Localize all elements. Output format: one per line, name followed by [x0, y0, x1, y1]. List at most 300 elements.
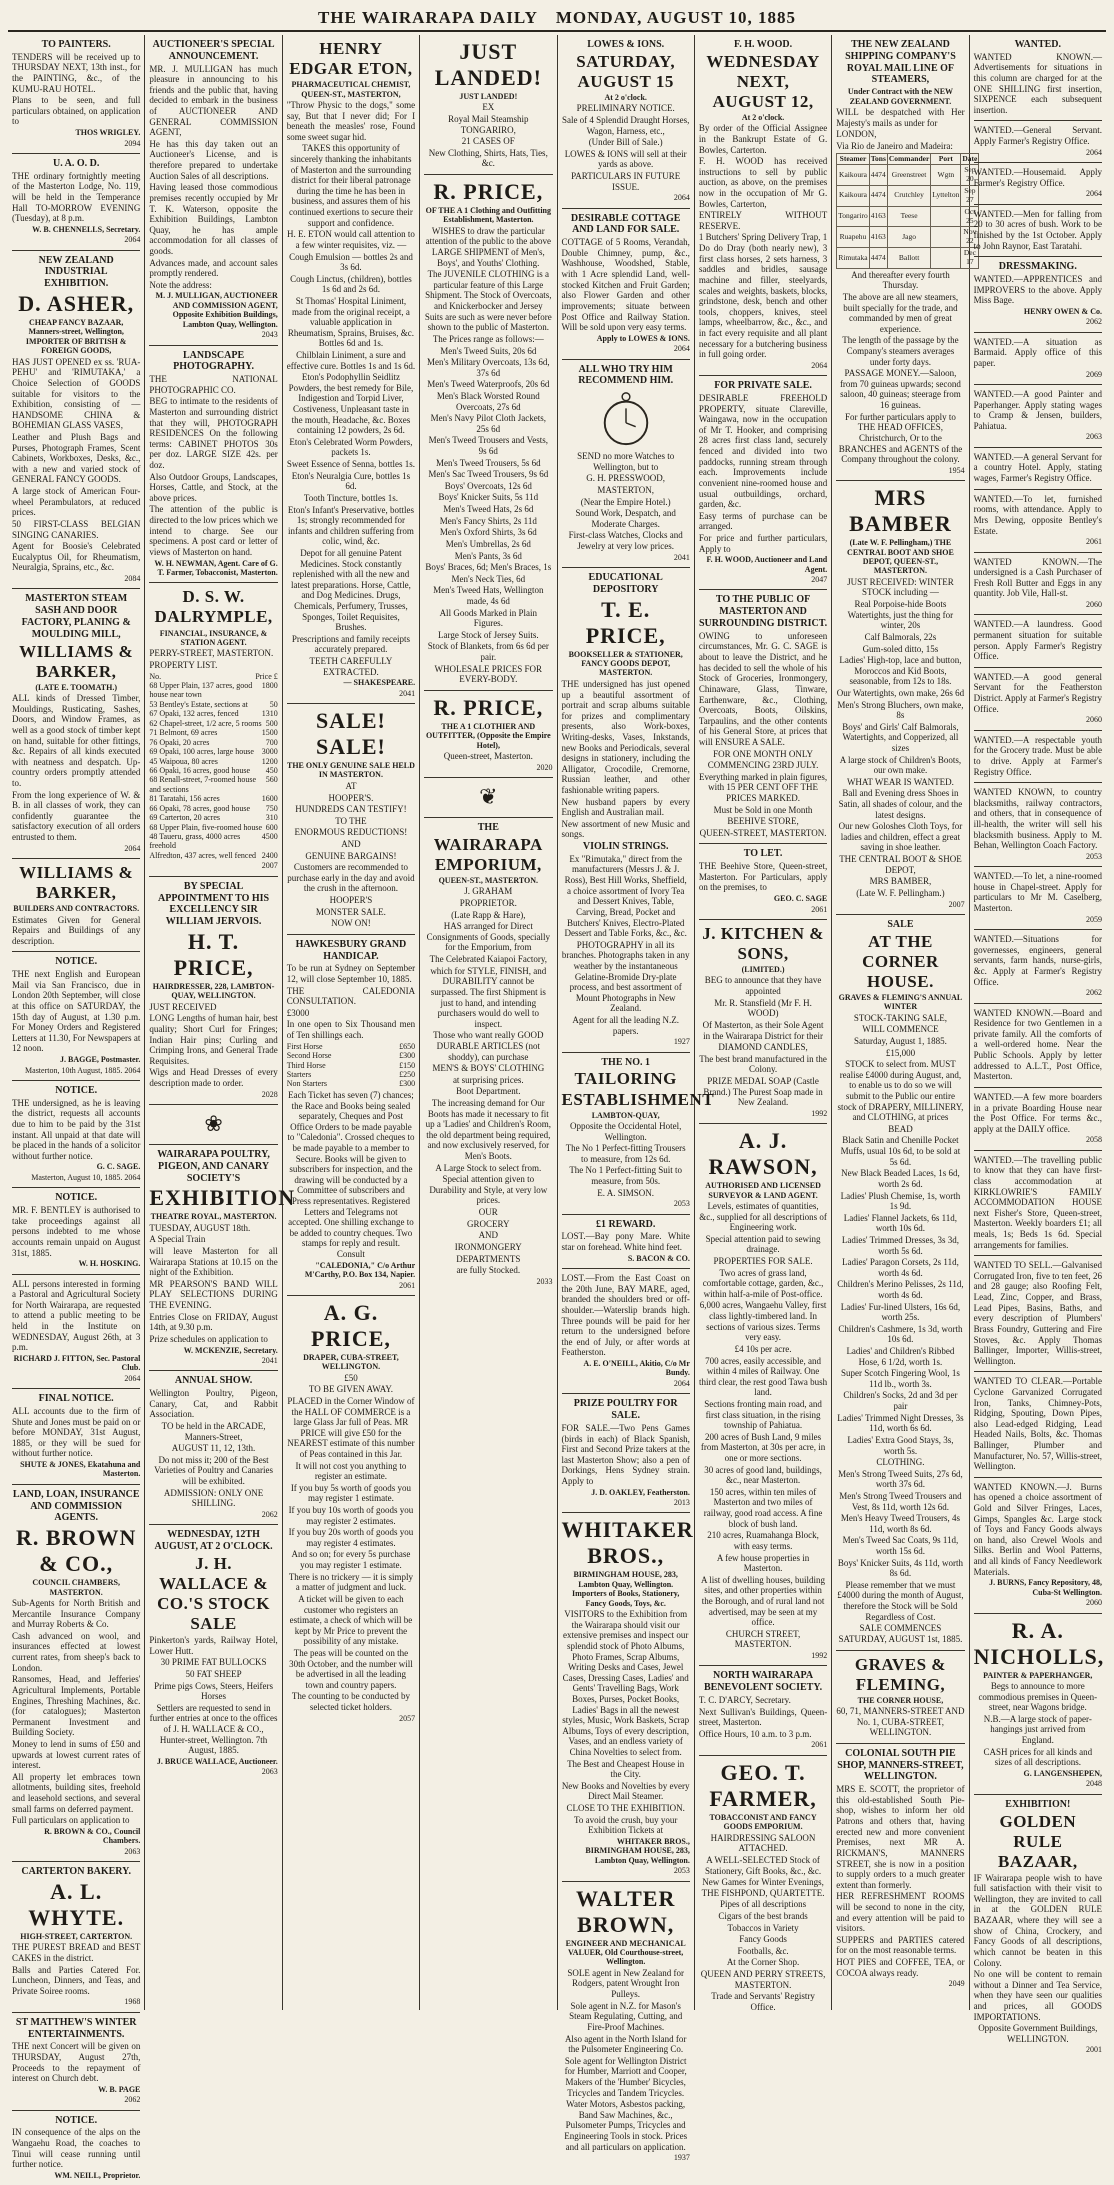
ad-heading: ALL WHO TRY HIM RECOMMEND HIM. — [578, 363, 674, 387]
property-desc: 69 Carterton, 20 acres — [149, 813, 221, 823]
advertisement — [12, 1485, 140, 1862]
property-desc: 62 Chapel-street, 1/2 acre, 5 rooms — [149, 718, 262, 728]
ad-body-text: WILL be despatched with Her Majesty's mails as under for — [836, 107, 965, 128]
ad-reference-number: 2064 — [673, 344, 690, 354]
property-row — [149, 766, 277, 775]
ad-line: (Under Bill of Sale.) — [588, 137, 663, 148]
advertisement — [974, 930, 1102, 1003]
advertisement — [424, 691, 552, 778]
ad-line: HOOPER'S. — [328, 792, 374, 803]
ad-line: ENORMOUS REDUCTIONS! — [294, 827, 408, 838]
ad-line: Opposite the Occidental Hotel, Wellington. — [569, 1120, 682, 1142]
ad-line: MEN'S & BOYS' CLOTHING — [432, 1063, 545, 1074]
ad-heading: LANDSCAPE PHOTOGRAPHY. — [173, 349, 254, 373]
advertisement — [562, 1269, 690, 1394]
ad-line: AUGUST 11, 12, 13th. — [171, 1443, 256, 1454]
ad-reference-number: 2061 — [811, 904, 828, 914]
ad-line: DEPARTMENTS — [456, 1253, 521, 1264]
advertisement — [12, 1275, 140, 1390]
ad-heading: DRESSMAKING. — [998, 261, 1077, 273]
ad-line: The JUVENILE CLOTHING is a particular feature of this Large Shipment. The Stock of Overcoats, and Knickerbocker and Jersey Suits are such as were never before shown to the public of Masterton. — [424, 269, 552, 333]
ad-signature: F. H. WOOD, Auctioneer and Land Agent. — [706, 555, 828, 574]
ad-heading: HAWKESBURY GRAND HANDICAP. — [295, 938, 407, 962]
ad-line: CASH prices for all kinds and sizes of all descriptions. — [983, 1746, 1093, 1768]
masthead — [8, 6, 1106, 32]
ad-line: COMMENCING 23RD JULY. — [707, 760, 819, 771]
ad-line: Eton's Neuralgia Cure, bottles 1s 6d. — [291, 470, 411, 492]
advertisement — [562, 1215, 690, 1269]
ad-subtitle: DRAPER, CUBA-STREET, WELLINGTON. — [303, 1352, 399, 1372]
table-row — [837, 248, 979, 269]
ad-line: Each Ticket has seven (7) chances; the Race and Books being sealed separately, Cheques and Post Office Orders to be made payable to "Caledonia". Crossed cheques to be made payable to a member to Secure. Books will be given to subscribers for inspection, and the drawing will be conducted by a Committee of subscribers and Press representatives. Registered Letters and Telegrams not accepted. One shilling exchange to be added to country cheques. Two stamps for reply and result. Consult — [287, 1089, 415, 1260]
ad-title: WILLIAMS & BARKER, — [19, 641, 134, 681]
ad-heading: NOTICE. — [55, 1084, 98, 1096]
ad-body-text: The attention of the public is directed to the low prices which we intend to charge. See our specimens. A post card or letter of views of Masterton on hand. — [149, 504, 278, 557]
ad-line: Those who want really GOOD DURABLE ARTICLES (not shoddy), can purchase — [433, 1030, 544, 1062]
ad-reference-number: 2069 — [1086, 369, 1102, 379]
ad-reference-number: 2064 — [673, 1378, 690, 1388]
ad-line: MASTERTON, — [597, 485, 654, 496]
ornament-icon: ❀ — [204, 1111, 223, 1137]
ad-heading: NOTICE. — [55, 1192, 98, 1204]
ad-body-text: THE next English and European Mail via San Francisco, due in London 20th September, will close at this office on SATURDAY, the 15th day of August, at 1.30 p.m. For Money Orders and Registered Letters at 11.30, For Newspapers at 12 noon. — [12, 969, 141, 1054]
ad-body-text: Agent for Boosie's Celebrated Eucalyptus Oil, for Rheumatism, Neuralgia, Sprains, etc., &c. — [12, 541, 141, 573]
ad-signature: SHUTE & JONES, Ekatahuna and Masterton. — [20, 1460, 141, 1479]
ad-subtitle: THEATRE ROYAL, MASTERTON. — [150, 1212, 277, 1222]
ad-heading: LOWES & IONS. — [587, 39, 665, 50]
ad-reference-number: 2064 — [1086, 189, 1102, 199]
ad-body-text: For price and further particulars, Apply to — [698, 532, 828, 554]
table-cell: 4163 — [869, 227, 887, 248]
ad-line: Tooth Tincture, bottles 1s. — [303, 492, 398, 503]
ad-body-text: WANTED KNOWN.—The undersigned is a Cash Purchaser of Fresh Roll Butter and Eggs in any quantity. Job Vile, Hall-st. — [973, 556, 1102, 599]
ad-line: New Games for Winter Evenings, THE FISHPOND, QUARTETTE. — [701, 1877, 825, 1898]
advertisement — [699, 1124, 827, 1666]
ad-line: All Goods Marked in Plain Figures. — [439, 607, 538, 629]
ad-line: Men's Strong Bluchers, own make, 8s — [837, 699, 964, 721]
ad-line: at surprising prices. — [452, 1074, 524, 1085]
advertisement — [12, 35, 140, 154]
property-desc: 68 Renall-street, 7-roomed house and sections — [149, 775, 257, 794]
ad-subtitle: FINANCIAL, INSURANCE, & STATION AGENT. — [159, 628, 268, 647]
property-price: Price £ — [255, 671, 278, 681]
ad-line: There is no trickery — it is simply a matter of judgment and luck. — [288, 1571, 414, 1593]
ad-line: The length of the passage by the Company's steamers averages under forty days. — [842, 335, 959, 367]
ad-reference-number: 2064 — [673, 193, 690, 203]
ad-body-text: He has this day taken out an Auctioneer's License, and is therefore prepared to undertake Auction Sales of all descriptions. — [149, 138, 278, 181]
ad-body-text: No one will be content to remain without a Dinner and Tea Service, when they have seen our qualities and prices, all GOODS IMPORTATIONS. — [973, 1969, 1102, 2022]
ad-reference-number: Masterton, 10th August, 1885. 2064 — [25, 1065, 141, 1075]
ad-reference-number: 2059 — [1086, 914, 1102, 924]
ad-line: First-class Watches, Clocks and Jewelry at very low prices. — [568, 530, 683, 552]
property-desc: 76 Opaki, 20 acres — [149, 737, 210, 747]
ad-reference-number: 1937 — [673, 2153, 690, 2163]
ad-body-text: SUPPERS and PARTIES catered for on the most reasonable terms. — [836, 1934, 965, 1956]
ad-line: Ladies' High-top, lace and button, Moroccos and Kid Boots, seasonable, from 12s to 18s. — [839, 655, 962, 687]
ad-line: Footballs, &c. — [737, 1945, 789, 1956]
prize-row — [287, 1061, 415, 1070]
advertisement — [974, 1088, 1102, 1151]
property-price: 3000 — [261, 747, 278, 757]
property-desc: 66 Opaki, 16 acres, good house — [149, 765, 251, 775]
ad-signature: R. BROWN & CO., Council Chambers. — [44, 1826, 141, 1846]
ad-heading: PRIZE POULTRY FOR SALE. — [573, 1398, 678, 1422]
ad-body-text: COTTAGE of 5 Rooms, Verandah, Double Chimney, pump, &c., Washhouse, Woodshed, Stable, with 1 Acre splendid Land, well-stocked Kitchen and Fruit Garden; also Flower Garden and other improvements; situate between Post Office and Railway Station. Will be sold upon very easy terms. — [561, 237, 690, 333]
advertisement — [12, 2013, 140, 2111]
property-price: 2400 — [261, 850, 278, 860]
ad-heading: SALE — [887, 918, 914, 930]
ad-body-text: WANTED.—Housemaid. Apply Farmer's Registry Office. — [973, 167, 1102, 188]
ad-line: £4 10s per acre. — [734, 1343, 792, 1354]
column-3 — [283, 35, 420, 2010]
ad-title: J. H. WALLACE & CO.'S STOCK SALE — [157, 1553, 270, 1634]
ad-body-text: THE undersigned has just opened up a beautiful assortment of portrait and scrap albums suitable for prizes and complimentary presents, also Work-boxes, Writing-desks, Vases, Inkstands, new Books and Periodicals, several designs in stationery, including the Alligator, Crocodile, Cremorne, Russian leather, and other fashionable writing papers. — [561, 678, 690, 796]
ad-body-text: By order of the Official Assignee in the Bankrupt Estate of G. Bowles, Carterton. — [698, 123, 828, 155]
ad-line: Trade and Servants' Registry Office. — [711, 1991, 815, 2012]
ad-line: Boys' Overcoats, 12s 6d — [444, 480, 532, 491]
ad-subtitle: GRAVES & FLEMING'S ANNUAL WINTER — [838, 992, 963, 1012]
ad-body-text: Wigs and Head Dresses of every description made to order. — [149, 1067, 278, 1089]
ad-line: TAKES this opportunity of sincerely thanking the inhabitants of Masterton and the surrounding district for their liberal patronage during the time he has been in business, and assures them of his continued exertions to secure their support and confidence. — [288, 143, 413, 228]
advertisement — [836, 35, 978, 481]
advertisement — [149, 1371, 277, 1525]
ad-line: New Clothing, Shirts, Hats, Ties, &c. — [428, 147, 548, 169]
ad-reference-number: 2064 — [124, 1373, 141, 1383]
property-row — [149, 823, 277, 832]
ad-title: TAILORING ESTABLISHMENT — [561, 1069, 715, 1109]
property-price: 4500 — [261, 832, 278, 842]
ad-body-text: Wellington Poultry, Pigeon, Canary, Cat, and Rabbit Association. — [149, 1388, 278, 1420]
property-desc: 69 Opaki, 100 acres, large house — [149, 747, 254, 757]
ad-reference-number: 2061 — [811, 1740, 828, 1750]
ad-line: Men's Tweed Trousers and Vests, 9s 6d — [428, 435, 549, 457]
ad-reference-number: 2062 — [1086, 317, 1102, 327]
ad-line: TO be held in the ARCADE, Manners-Street, — [161, 1421, 266, 1442]
ad-body-text: Plans to be seen, and full particulars obtained, on application to — [12, 95, 141, 127]
ad-heading: BY SPECIAL APPOINTMENT TO HIS EXCELLENCY SIR WILLIAM JERVOIS. — [157, 880, 270, 928]
ad-line: 210 acres, Ruamahanga Block, with easy terms. — [707, 1530, 819, 1551]
ad-line: AND — [478, 1230, 499, 1241]
pocket-watch-icon — [597, 390, 655, 448]
ad-reference-number: 2048 — [1086, 1779, 1102, 1789]
ad-body-text: Having leased those commodious premises recently occupied by Mr T. K. Waterson, opposite the Exhibition Buildings, Lambton Quay, he has ample accommodation for all classes of goods. — [149, 182, 278, 256]
advertisement — [12, 154, 140, 251]
property-price: 600 — [265, 822, 278, 832]
ad-line: Our new Goloshes Cloth Toys, for ladies and children, effect a great saving in shoe leather. — [838, 821, 963, 853]
ad-body-text: MR. F. BENTLEY is authorised to take proceedings against all persons indebted to me whose accounts remain unpaid on August 31st, 1885. — [12, 1205, 141, 1258]
advertisement — [699, 590, 827, 844]
advertisement — [836, 481, 964, 915]
ad-title: SATURDAY, AUGUST 15 — [576, 51, 676, 91]
ad-line: Men's Strong Tweed Suits, 27s 6d, worth 37s 6d. — [838, 1468, 963, 1490]
masthead-date: MONDAY, AUGUST 10, 1885 — [555, 7, 796, 27]
ad-body-text: JUST RECEIVED — [149, 1001, 217, 1012]
ad-line: If you buy 5s worth of goods you may register 1 estimate. — [290, 1482, 412, 1504]
ad-body-text: OWING to unforeseen circumstances, Mr. G. C. SAGE is about to leave the District, and he has decided to sell the whole of his Stock of Groceries, Ironmongery, Chinaware, Glass, Tinware, Earthenware, &c., Clothing, Overcoats, Boots, Oilskins, Tarpaulins, and the other contents of his General Store, at prices that will ENSURE A SALE. — [698, 630, 828, 747]
advertisement — [974, 205, 1102, 257]
ad-line: A ticket will be given to each customer who registers an estimate, a check of which will be kept by Mr Price to prevent the possibility of any mistake. — [289, 1593, 413, 1647]
ad-line: For further particulars apply to THE HEAD OFFICES, Christchurch, Or to the BRANCHES and AGENTS of the Company throughout the colony. — [838, 411, 963, 465]
ad-subtitle: ENGINEER AND MECHANICAL VALUER, Old Courthouse-street, Wellington. — [565, 1938, 686, 1967]
ad-body-text: F. H. WOOD has received instructions to sell by public auction, as above, on the premises now in the occupation of Mr G. Bowles, Carterton, — [698, 156, 828, 209]
prize-amount: £250 — [399, 1070, 416, 1080]
ad-title: WAIRARAPA EMPORIUM, — [433, 834, 543, 874]
advertisement — [974, 1256, 1102, 1372]
ad-line: Boys' Knicker Suits, 4s 11d, worth 8s 6d. — [837, 1557, 963, 1579]
ad-line: Real Porpoise-hide Boots Watertights, just the thing for winter, 20s — [847, 599, 954, 631]
property-row — [149, 804, 277, 813]
ad-line: Levels, estimates of quantities, &c., supplied for all descriptions of Engineering work. — [699, 1201, 827, 1233]
ad-line: Must be Sold in one Month — [713, 804, 813, 815]
property-desc: 68 Upper Plain, five-roomed house — [149, 822, 263, 832]
ad-signature: J. BAGGE, Postmaster. — [60, 1055, 141, 1065]
ad-reference-number: 2060 — [1086, 599, 1102, 609]
ad-line: Begs to announce to more commodious premises in Queen-street, near Wagons bridge. — [978, 1680, 1098, 1713]
ad-reference-number: 2007 — [261, 861, 278, 871]
ad-line: Boys' and Girls' Calf Balmorals, Watertights, and Copperized, all sizes — [842, 721, 959, 753]
advertisement — [974, 553, 1102, 616]
advertisement — [974, 121, 1102, 163]
ad-line: Two acres of grass land, comfortable cottage, garden, &c., within half-a-mile of Post-office. — [702, 1267, 824, 1299]
ad-line: New Black Beaded Laces, 1s 6d, worth 2s 6d. — [841, 1168, 960, 1189]
advertisement — [562, 209, 690, 360]
ad-line: PHOTOGRAPHY in all its branches. Photographs taken in any weather by the instantaneous Gelatine-Bromide Dry-plate process, and best assortment of Mount Photographs in New Zealand. — [561, 939, 690, 1014]
table-row — [837, 165, 979, 186]
table-cell: Date — [961, 153, 979, 165]
advertisement — [974, 731, 1102, 783]
ad-line: 21 CASES OF — [461, 136, 515, 147]
ad-line: GROCERY — [467, 1218, 510, 1229]
advertisement — [699, 35, 827, 376]
ad-line: Please remember that we must £4000 during the month of August, therefore the Stock will be Sold Regardless of Cost. — [837, 1579, 964, 1622]
ad-line: Cough Linctus, (children), bottles 1s 6d and 2s 6d. — [290, 273, 412, 295]
ad-line: Fancy Goods — [739, 1934, 787, 1945]
ad-line: Stock of Blankets, from 6s 6d per pair. — [427, 641, 549, 662]
ad-line: VISITORS to the Exhibition from the Wairarapa should visit our extensive premises and inspect our splendid stock of Photo Albums, Photo Frames, Scrap Albums, Writing Desks and Cases, Jewel Cases, Dressing Cases, Ladies' and Gents' Travelling Bags, Work Boxes, Purses, Pocket Books, Ladies' Bags in all the newest styles, Music, Work Baskets, Scrap Albums, Toys of every description, Vases, and an endless variety of China Novelties to select from. — [562, 1609, 690, 1758]
ad-body-text: ALL accounts due to the firm of Shute and Jones must be paid on or before MONDAY, 31st August, 1885, or they will be sued for without further notice. — [12, 1405, 141, 1459]
prize-row — [287, 1051, 415, 1060]
advertisement — [424, 818, 552, 1291]
ad-signature: Apply to LOWES & IONS. — [596, 333, 690, 343]
advertisement — [149, 1525, 277, 1781]
ad-line: Customers are recommended to purchase early in the day and avoid the crush in the afternoon. — [287, 862, 415, 894]
ad-line: WISHES to draw the particular attention of the public to the above LARGE SHIPMENT of Men's, Boys', and Youths' Clothing. — [425, 225, 552, 268]
ad-line: 150 acres, within ten miles of Masterton and two miles of railway, good road access. A fine block of bush land. — [703, 1486, 823, 1529]
property-price: 1310 — [261, 709, 278, 719]
advertisement — [974, 1372, 1102, 1477]
ad-line: A few house properties in Masterton. — [716, 1552, 810, 1574]
advertisement — [12, 1862, 140, 2013]
ad-subtitle: COUNCIL CHAMBERS, MASTERTON. — [32, 1578, 120, 1597]
ad-subtitle: THE ONLY GENUINE SALE HELD IN MASTERTON. — [286, 761, 415, 780]
ad-line: Men's Strong Tweed Trousers and Vest, 8s 11d, worth 12s 6d. — [839, 1490, 962, 1512]
ad-line: HAS arranged for Direct Consignments of Goods, specially for the Emporium, from — [426, 921, 551, 953]
ad-body-text: New husband papers by every English and Australian mail. — [561, 796, 690, 818]
property-price: 50 — [269, 699, 278, 709]
ad-body-text: ALL kinds of Dressed Timber, Mouldings, Rusticating, Sashes, Doors, and Window Frames, as well as a good stock of timber kept on hand, suitable for other fittings, &c. Repairs of all kinds executed with neatness and despatch. Up-country orders promptly attended to. — [12, 693, 141, 788]
table-cell: Sep 20 — [961, 165, 979, 186]
property-row — [149, 813, 277, 822]
property-price: 310 — [265, 813, 278, 823]
ad-line: 50 FAT SHEEP — [185, 1668, 242, 1679]
ad-line: Super Scotch Fingering Wool, 1s 11d lb., worth 3s. — [841, 1368, 960, 1389]
ad-body-text: WANTED KNOWN, to country blacksmiths, railway contractors, and others, that in consequence of ill-health, the writer will sell his blacksmith business. Apply to M. Behan, Wellington Coach Factory. — [973, 787, 1102, 851]
ad-line: PRIZE MEDAL SOAP (Castle Brand.) The Purest Soap made in New Zealand. — [703, 1075, 823, 1108]
advertisement — [699, 1666, 827, 1755]
ad-line: SALE COMMENCES SATURDAY, AUGUST 1st, 1885. — [838, 1623, 963, 1644]
ad-reference-number: 2041 — [399, 688, 416, 698]
ad-body-text: New assortment of new Music and songs. — [561, 818, 690, 840]
ad-body-text: WANTED.—A general Servant for a country Hotel. Apply, stating wages, Farmer's Registry Office. — [973, 451, 1102, 484]
ad-reference-number: 2053 — [1086, 851, 1102, 861]
ad-body-text: PROPERTY LIST. — [149, 659, 218, 670]
advertisement — [149, 1105, 277, 1145]
advertisement — [562, 1882, 690, 2168]
ad-line: Ladies' Paragon Corsets, 2s 11d, worth 4s 6d. — [842, 1257, 959, 1278]
advertisement — [836, 1651, 964, 1744]
ad-body-text: Balls and Parties Catered For. Luncheon, Dinners, and Teas, and Private Soiree rooms. — [12, 1964, 141, 1996]
ad-line: GENUINE BARGAINS! — [305, 850, 397, 861]
sailing-schedule-table — [836, 153, 979, 269]
ad-line: PROPRIETOR. — [459, 898, 517, 909]
ad-line: (Late W. F. Pellingham.) — [856, 887, 945, 898]
ad-line: £15,000 — [885, 1047, 916, 1058]
ad-signature: W. B. PAGE — [98, 2084, 141, 2094]
ad-signature: J. D. OAKLEY, Featherston. — [591, 1487, 690, 1497]
table-cell: Kaikoura — [837, 186, 869, 207]
property-price: 1600 — [261, 794, 278, 804]
ad-heading: ST MATTHEW'S WINTER ENTERTAINMENTS. — [15, 2016, 137, 2040]
property-desc: 67 Opaki, 132 acres, fenced — [149, 709, 239, 719]
ad-signature: GEO. C. SAGE — [773, 894, 828, 904]
ad-body-text: THE NATIONAL PHOTOGRAPHIC CO. — [149, 374, 278, 395]
columns — [8, 35, 1106, 2180]
ad-body-text: Entries Close on FRIDAY, August 14th, at 9.30 p.m. — [149, 1311, 278, 1333]
ad-line: 200 acres of Bush Land, 9 miles from Masterton, at 30s per acre, in one or more sections. — [700, 1431, 826, 1464]
ad-line: A Large Stock to select from. — [435, 1162, 542, 1173]
ad-signature: THOS WRIGLEY. — [75, 128, 141, 138]
ad-line: Everything marked in plain figures, with 15 PER CENT OFF THE PRICES MARKED. — [698, 771, 828, 803]
ad-line: which for STYLE, FINISH, and DURABILITY cannot be surpassed. The first Shipment is just to hand, and intending purchasers would do well to inspect. — [430, 965, 547, 1029]
ad-heading: WAIRARAPA POULTRY, PIGEON, AND CANARY SOCIETY'S — [157, 1149, 270, 1184]
advertisement — [149, 35, 277, 346]
ad-reference-number: 2060 — [1086, 715, 1102, 725]
ad-line: Opposite Government Buildings, WELLINGTON. — [978, 2023, 1098, 2044]
ad-body-text: IF Wairarapa people wish to have full satisfaction with their visit to Wellington, they are invited to call in at the GOLDEN RULE BAZAAR, where they will see a show of China, Crockery, and Fancy Goods of all descriptions, which cannot be beaten in this Colony. — [973, 1872, 1102, 1968]
table-row — [837, 153, 979, 165]
ad-line: It will not cost you anything to register an estimate. — [295, 1460, 407, 1482]
ad-reference-number: 2094 — [124, 138, 141, 148]
table-cell: Kaikoura — [837, 165, 869, 186]
prize-amount: £300 — [399, 1079, 416, 1089]
ad-line: STOCK-TAKING SALE, — [853, 1012, 947, 1023]
ad-line: Eton's Podophyllin Seidlitz Powders, the best remedy for Bile, Indigestion and Torpid Liver, Costiveness, Unpleasant taste in the mouth, Headache, &c. Boxes containing 12 powders, 2s 6d. — [288, 372, 414, 436]
table-cell: Dec 17 — [961, 248, 979, 269]
ad-body-text: In one open to Six Thousand men of Ten shillings each. — [286, 1019, 416, 1041]
ad-body-text: WANTED.—To let, furnished rooms, with attendance. Apply to Mrs Dewing, opposite Bentley's Estate. — [973, 493, 1102, 536]
ad-line: £50 — [344, 1372, 358, 1383]
ad-heading: FINAL NOTICE. — [38, 1393, 114, 1405]
property-row — [149, 747, 277, 756]
ad-reference-number: 2064 — [124, 235, 141, 245]
table-cell: Wgtn — [931, 165, 961, 186]
ad-line: THE CENTRAL BOOT & SHOE DEPOT, — [839, 854, 962, 875]
table-cell: Jago — [887, 227, 930, 248]
prize-amount: £650 — [399, 1041, 416, 1051]
property-price: 500 — [265, 718, 278, 728]
ad-line: Ball and Evening dress Shoes in Satin, all shades of colour, and the latest designs. — [838, 788, 963, 820]
ad-line: Children's Merino Pelisses, 2s 11d, worth 4s 6d. — [837, 1279, 964, 1300]
ad-body-text: Also Outdoor Groups, Landscapes, Horses, Cattle, and Stock, at the above prices. — [149, 471, 278, 503]
ad-line: Men's Tweed Sac Coats, 9s 11d, worth 15s 6d. — [842, 1535, 959, 1557]
ad-line: Men's Navy Pilot Cloth Jackets, 25s 6d — [430, 413, 546, 434]
ad-line: Ladies' and Children's Ribbed Hose, 6 1/2d, worth 1s. — [846, 1346, 955, 1367]
prize-label: Second Horse — [286, 1051, 332, 1061]
table-cell: Port — [931, 153, 961, 165]
ad-reference-number: 2063 — [124, 1846, 141, 1856]
ad-heading: TO THE PUBLIC OF MASTERTON AND SURROUNDING DISTRICT. — [698, 594, 828, 630]
property-row — [149, 851, 277, 860]
ad-body-text: THE next Concert will be given on THURSDAY, August 27th, Proceeds to the repayment of interest on Church debt. — [12, 2041, 141, 2084]
ad-title: R. PRICE, — [433, 694, 544, 720]
table-cell: 4474 — [869, 248, 887, 269]
ad-line: The Prices range as follows:— — [432, 333, 544, 344]
table-cell: Nov 22 — [961, 227, 979, 248]
ad-title: A. J. RAWSON, — [708, 1128, 818, 1180]
ad-line: Men's Umbrellas, 2s 6d — [445, 538, 531, 549]
ad-title: T. E. PRICE, — [585, 596, 666, 648]
ad-line: AT — [345, 780, 357, 791]
advertisement — [699, 1756, 827, 2018]
ad-body-text: From the long experience of W. & B. in all classes of work, they can confidently guarantee the satisfactory execution of all orders entrusted to them. — [12, 789, 141, 843]
advertisement — [424, 778, 552, 818]
ad-reference-number: 2063 — [1086, 432, 1102, 442]
ad-line: SEND no more Watches to Wellington, but to — [577, 451, 675, 472]
table-cell: Crutchley — [887, 186, 930, 207]
ad-body-text: HAS JUST OPENED ex ss. 'RUA-PEHU' and 'RIMUTAKA,' a Choice Selection of GOODS suitable for visitors to the Exhibition, consisting of — HANDSOME CHINA & BOHEMIAN GLASS VASES, — [12, 356, 141, 431]
ad-body-text: All property let embraces town allotments, building sites, freehold and leasehold sections, and several small farms on deferred payment. — [12, 1771, 141, 1814]
advertisement — [974, 448, 1102, 490]
ad-reference-number: 2041 — [673, 552, 690, 562]
ad-body-text: WANTED.—Men for falling from 20 to 30 acres of bush. Work to be finished by the 1st October. Apply to John Raynor, East Taratahi. — [973, 208, 1102, 251]
advertisement — [562, 360, 690, 569]
ad-line: (Late Rapp & Hare), — [451, 909, 526, 920]
advertisement — [974, 385, 1102, 448]
ad-body-text: WANTED.—APPRENTICES and IMPROVERS to the above. Apply Miss Bage. — [973, 274, 1102, 306]
ad-line: H. E. ETON would call attention to a few winter requisites, viz. — — [287, 229, 415, 250]
advertisement — [12, 2111, 140, 2185]
ad-reference-number: 2061 — [399, 1280, 416, 1290]
ad-reference-number: 2049 — [948, 1979, 965, 1989]
property-price: 700 — [265, 737, 278, 747]
ad-line: Sale of 4 Splendid Draught Horses, Wagon, Harness, etc., — [561, 114, 690, 136]
ad-line: Men's Tweed Hats, Wellington made, 4s 6d — [433, 585, 544, 606]
ad-body-text: Note the address: — [149, 279, 212, 290]
ad-heading: WANTED. — [1014, 39, 1062, 50]
ad-title: WHITAKER BROS., — [561, 1517, 694, 1569]
ad-subtitle: HAIRDRESSER, 228, LAMBTON-QUAY, WELLINGTON. — [152, 981, 275, 1001]
ad-line: The peas will be counted on the 30th October, and the number will be advertised in all the leading town and country papers. — [289, 1647, 413, 1690]
ad-title: MRS BAMBER — [849, 485, 952, 537]
advertisement — [287, 35, 415, 704]
ad-line: Black Satin and Chenille Pocket Muffs, usual 10s 6d, to be sold at 5s 6d. — [840, 1135, 961, 1167]
ad-line: And thereafter every fourth Thursday. — [851, 269, 950, 291]
ad-subtitle: THE A 1 CLOTHIER AND OUTFITTER, (Opposite the Empire Hotel), — [425, 721, 551, 750]
ad-line: The increasing demand for Our Boots has made it necessary to fit up a 'Ladies' and Children's Room, the old department being required, and now exclusively reserved, for Men's Boots. — [425, 1097, 551, 1162]
ad-subtitle: JUST LANDED! — [459, 91, 518, 101]
ad-body-text: Full particulars on application to — [12, 1815, 130, 1826]
ad-body-text: THE CALEDONIA CONSULTATION. — [286, 985, 416, 1007]
